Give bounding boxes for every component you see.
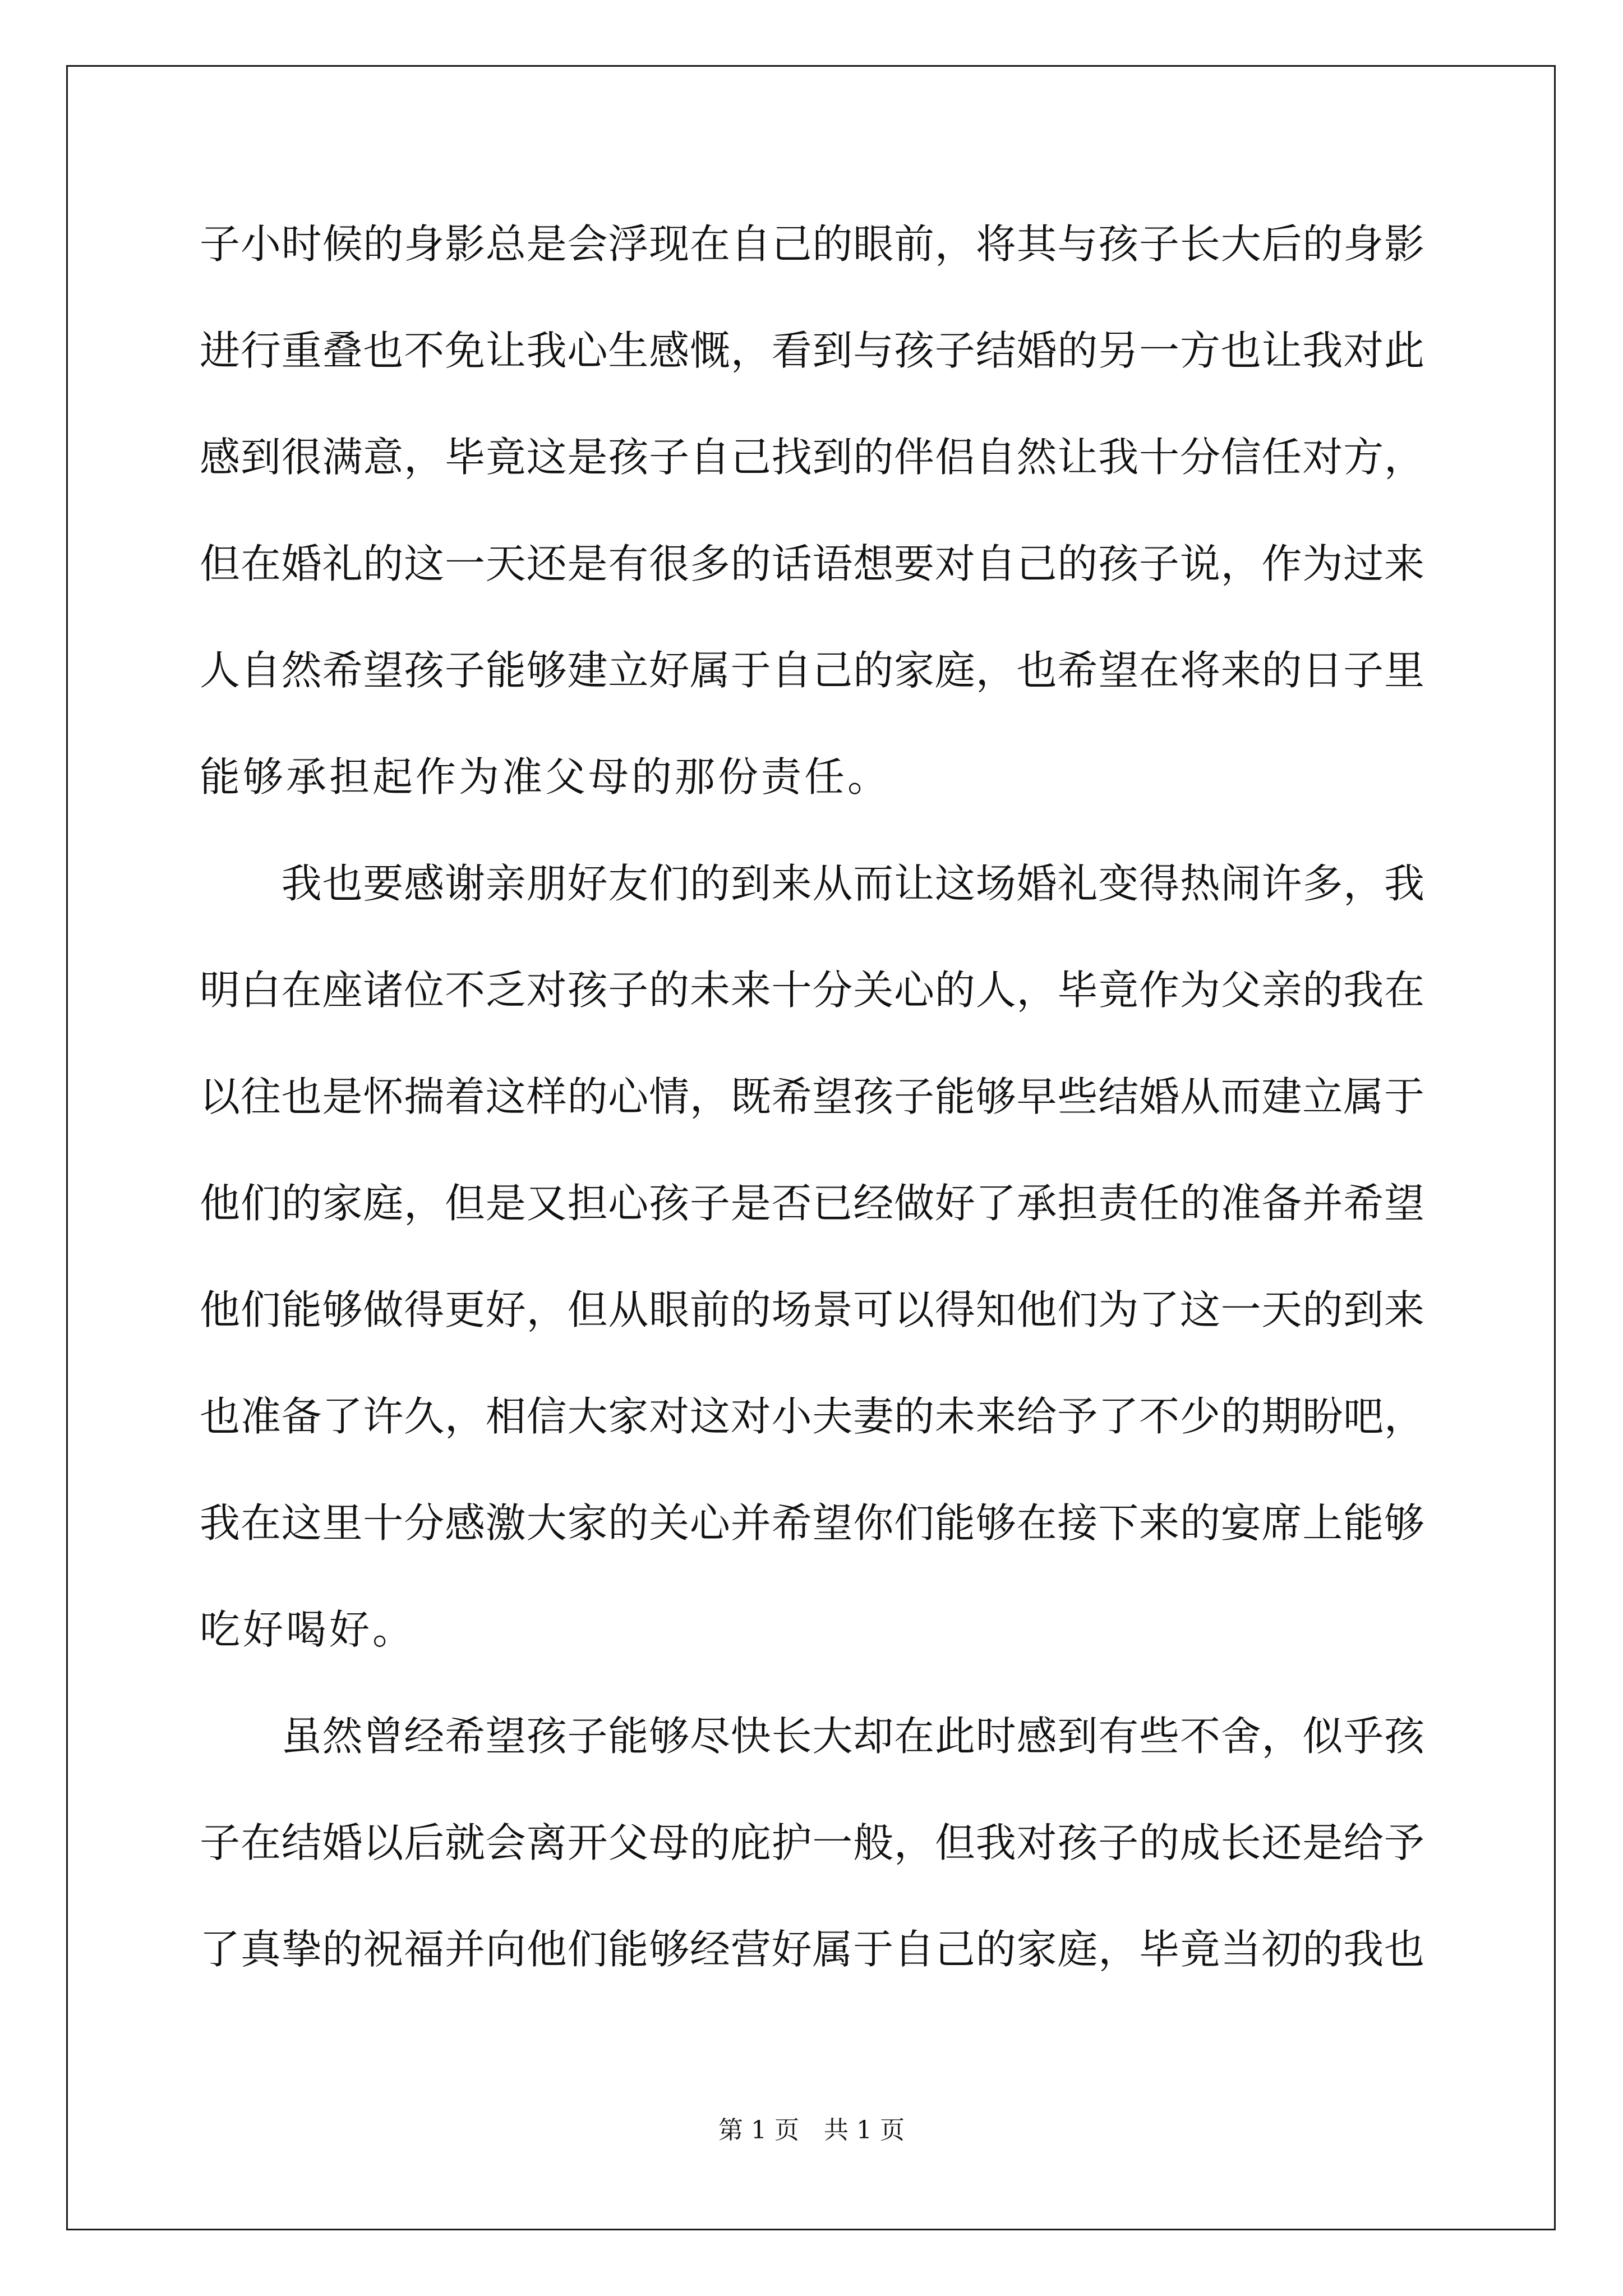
page-number-footer: 第 1 页 共 1 页	[718, 2116, 905, 2145]
text-line: 但在婚礼的这一天还是有很多的话语想要对自己的孩子说，作为过来	[200, 540, 1424, 587]
text-line: 我也要感谢亲朋好友们的到来从而让这场婚礼变得热闹许多，我	[200, 860, 1424, 907]
text-line: 能够承担起作为准父母的那份责任。	[200, 753, 891, 800]
text-line: 感到很满意，毕竟这是孩子自己找到的伴侣自然让我十分信任对方，	[200, 434, 1424, 481]
text-line: 人自然希望孩子能够建立好属于自己的家庭，也希望在将来的日子里	[200, 647, 1424, 694]
document-body	[200, 213, 1424, 2025]
text-line: 了真挚的祝福并向他们能够经营好属于自己的家庭，毕竟当初的我也	[200, 1926, 1424, 1973]
text-line: 也准备了许久，相信大家对这对小夫妻的未来给予了不少的期盼吧，	[200, 1393, 1424, 1440]
text-line: 虽然曾经希望孩子能够尽快长大却在此时感到有些不舍，似乎孩	[200, 1713, 1424, 1760]
text-line: 子在结婚以后就会离开父母的庇护一般，但我对孩子的成长还是给予	[200, 1819, 1424, 1866]
text-line: 他们能够做得更好，但从眼前的场景可以得知他们为了这一天的到来	[200, 1286, 1424, 1333]
text-line: 子小时候的身影总是会浮现在自己的眼前，将其与孩子长大后的身影	[200, 220, 1424, 268]
text-line: 他们的家庭，但是又担心孩子是否已经做好了承担责任的准备并希望	[200, 1180, 1424, 1227]
text-line: 我在这里十分感激大家的关心并希望你们能够在接下来的宴席上能够	[200, 1499, 1424, 1547]
text-line: 进行重叠也不免让我心生感慨，看到与孩子结婚的另一方也让我对此	[200, 327, 1424, 374]
text-line: 吃好喝好。	[200, 1606, 416, 1653]
text-line: 明白在座诸位不乏对孩子的未来十分关心的人，毕竟作为父亲的我在	[200, 967, 1424, 1014]
text-line: 以往也是怀揣着这样的心情，既希望孩子能够早些结婚从而建立属于	[200, 1073, 1424, 1120]
